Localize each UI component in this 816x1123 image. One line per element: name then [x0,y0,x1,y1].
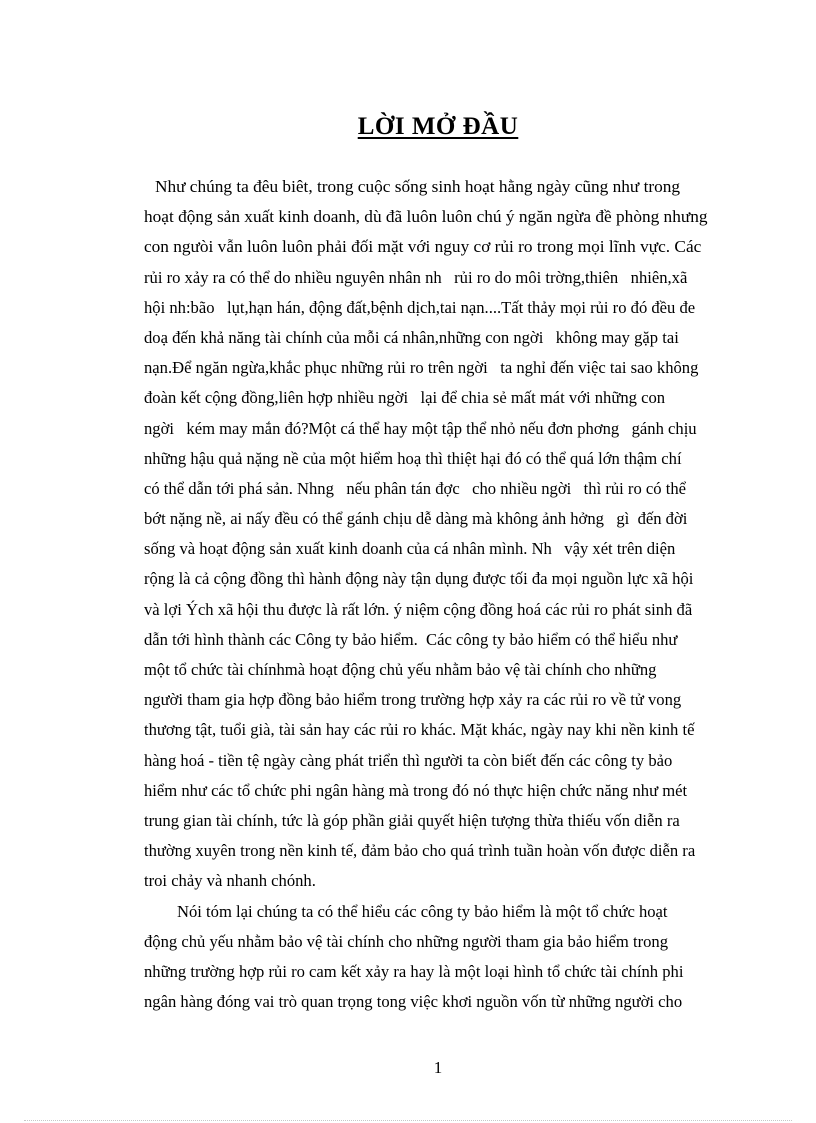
text-line: hội nh:bão lụt,hạn hán, động đất,bệnh dịch,tai nạn....Tất thảy mọi rủi ro đó đều đe [144,297,696,317]
page-title: LỜI MỞ ĐẦU [357,113,519,140]
text-line: hiểm như các tổ chức phi ngân hàng mà trong đó nó thực hiện chức năng như mét [144,780,688,800]
text-line: troi chảy và nhanh chónh. [144,871,316,891]
text-line: doạ đến khả năng tài chính của mỗi cá nhân,những con ngời không may gặp tai [144,327,679,347]
text-line: rộng là cả cộng đồng thì hành động này tận dụng được tối đa mọi nguồn lực xã hội [144,569,694,589]
text-line: bớt nặng nề, ai nấy đều có thể gánh chịu dễ dàng mà không ảnh hởng gì đến đời [144,509,688,529]
text-line: và lợi Ých xã hội thu được là rất lớn. ý niệm cộng đồng hoá các rủi ro phát sinh đã [144,599,693,619]
text-line: Nói tóm lại chúng ta có thể hiểu các công ty bảo hiểm là một tổ chức hoạt [177,901,668,921]
text-line: những hậu quả nặng nề của một hiểm hoạ thì thiệt hại đó có thể quá lớn thậm chí [144,448,682,468]
text-line: hàng hoá - tiền tệ ngày càng phát triển thì người ta còn biết đến các công ty bảo [144,750,673,770]
text-line: những trường hợp rủi ro cam kết xảy ra hay là một loại hình tổ chức tài chính phi [144,961,684,981]
text-line: một tổ chức tài chínhmà hoạt động chủ yếu nhằm bảo vệ tài chính cho những [144,660,657,679]
text-line: có thể dẫn tới phá sản. Nhng nếu phân tán đợc cho nhiều ngời thì rủi ro có thể [144,478,686,498]
text-line: hoạt động sản xuất kinh doanh, dù đã luôn luôn chú ý ngăn ngừa đề phòng nhưng [144,207,708,227]
body-text [144,172,759,1017]
text-line: ngời kém may mắn đó?Một cá thể hay một tập thể nhỏ nếu đơn phơng gánh chịu [144,418,697,438]
text-line: nạn.Để ngăn ngừa,khắc phục những rủi ro trên ngời ta nghỉ đến việc tai sao không [144,358,699,378]
text-line: Như chúng ta đêu biêt, trong cuộc sống sinh hoạt hằng ngày cũng như trong [155,177,681,196]
text-line: dẫn tới hình thành các Công ty bảo hiểm. Các công ty bảo hiểm có thể hiểu như [144,629,678,649]
text-line: thường xuyên trong nền kinh tế, đảm bảo cho quá trình tuần hoàn vốn được diễn ra [144,841,696,861]
page-bottom-divider [24,1120,792,1121]
text-line: sống và hoạt động sản xuất kinh doanh của cá nhân mình. Nh vậy xét trên diện [144,539,676,559]
text-line: ngân hàng đóng vai trò quan trọng tong việc khơi nguồn vốn từ những người cho [144,992,683,1012]
text-line: trung gian tài chính, tức là góp phần giải quyết hiện tượng thừa thiếu vốn diễn ra [144,810,680,830]
page-number: 1 [433,1058,443,1077]
text-line: đoàn kết cộng đồng,liên hợp nhiều ngời lại để chia sẻ mất mát với những con [144,388,666,408]
text-line: rủi ro xảy ra có thể do nhiều nguyên nhân nh rủi ro do môi trờng,thiên nhiên,xã [144,267,688,287]
text-line: thương tật, tuổi già, tài sản hay các rủi ro khác. Mặt khác, ngày nay khi nền kinh tế [144,720,695,740]
text-line: con ngưòi vẫn luôn luôn phải đối mặt với nguy cơ rủi ro trong mọi lĩnh vực. Các [144,237,702,257]
text-line: người tham gia hợp đồng bảo hiểm trong trường hợp xảy ra các rủi ro về tử vong [144,690,682,710]
text-line: động chủ yếu nhằm bảo vệ tài chính cho những người tham gia bảo hiểm trong [144,931,668,951]
